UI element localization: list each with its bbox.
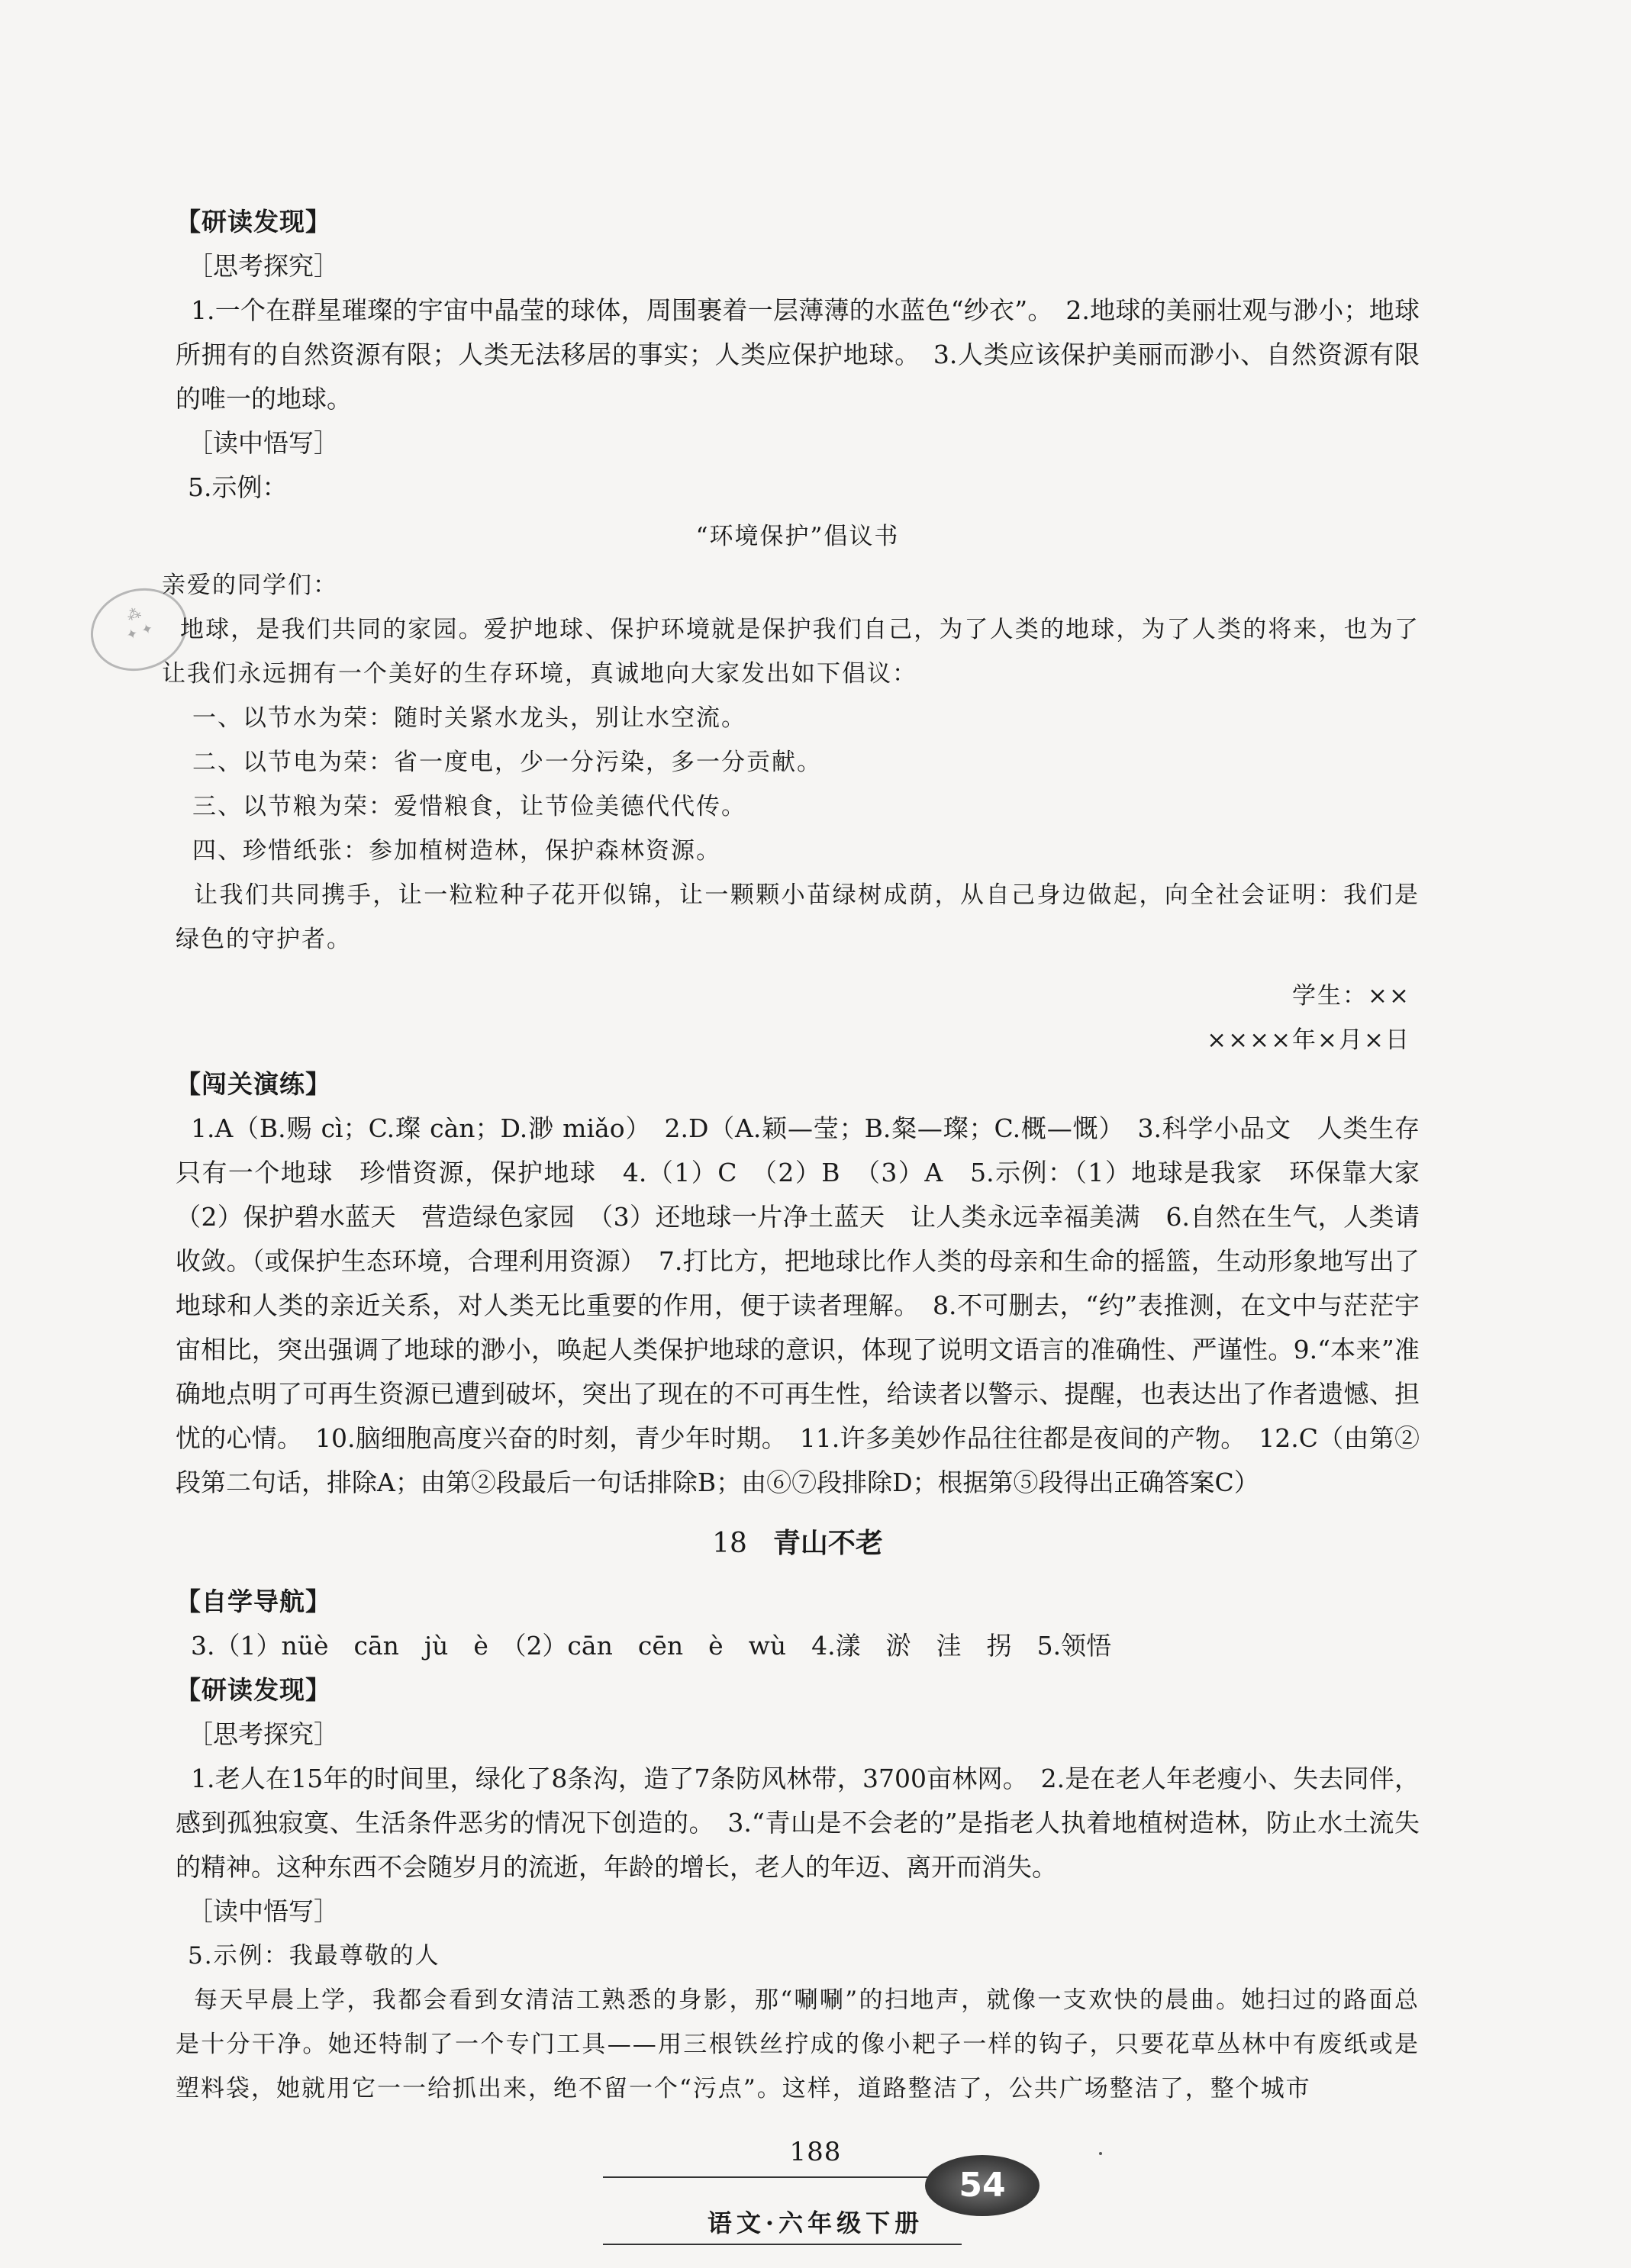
subsection-duzhong: ［读中悟写］ (188, 428, 339, 458)
letter-item: 二、以节电为荣：省一度电，少一分污染，多一分贡献。 (192, 749, 822, 776)
subject-label: 语文·六年级下册 (707, 2208, 924, 2237)
decorative-dot (1099, 2152, 1102, 2155)
letter-date: ××××年×月×日 (1207, 1026, 1410, 1054)
section-tag-yandu: 【研读发现】 (176, 207, 331, 237)
chuangguan-answers: 1.A（B.赐 cì；C.璨 càn；D.渺 miǎo） 2.D（A.颖—莹；B.粲—璨；C.概—慨） 3.科学小品文 人类生存只有一个地球 珍惜资源，保护地球 4.（1）C （2）B （3）A 5.示例：（1）地球是我家 环保靠大家 （2）保护碧水蓝天 营造绿色家园 （3）还地球一片净土蓝天 让人类永远幸福美满 6.自然在生气，人类请收敛。（或保护生态环境，合理利用资源） 7.打比方，把地球比作人类的母亲和生命的摇篮，生动形象地写出了地球和人类的亲近关系，对人类无比重要的作用，便于读者理解。 8.不可删去，“约”表推测，在文中与茫茫宇宙相比，突出强调了地球的渺小，唤起人类保护地球的意识，体现了说明文语言的准确性、严谨性。9.“本来”准确地点明了可再生资源已遭到破坏，突出了现在的不可再生性，给读者以警示、提醒，也表达出了作者遗憾、担忧的心情。 10.脑细胞高度兴奋的时刻，青少年时期。 11.许多美妙作品往往都是夜间的产物。 12.C（由第②段第二句话，排除A；由第②段最后一句话排除B；由⑥⑦段排除D；根据第⑤段得出正确答案C） (176, 1113, 1445, 1497)
answer-content (162, 200, 1445, 2111)
footer-rule-top (603, 2176, 962, 2178)
letter-closing: 让我们共同携手，让一粒粒种子花开似锦，让一颗颗小苗绿树成荫，从自己身边做起，向全社会证明：我们是绿色的守护者。 (176, 881, 1420, 953)
example-label-2: 5.示例：我最尊敬的人 (188, 1942, 440, 1970)
section-tag-zixue: 【自学导航】 (176, 1587, 331, 1616)
page-footer (0, 2137, 1631, 2237)
letter-item: 三、以节粮为荣：爱惜粮食，让节俭美德代代传。 (192, 793, 746, 820)
lesson-title: 青山不老 (772, 1528, 883, 1559)
example-label: 5.示例： (188, 472, 288, 502)
subsection-sikao: ［思考探究］ (188, 251, 339, 281)
subsection-sikao-2: ［思考探究］ (188, 1719, 339, 1749)
subsection-duzhong-2: ［读中悟写］ (188, 1896, 339, 1926)
letter-signature: 学生：×× (1292, 982, 1410, 1010)
section-tag-chuangguan: 【闯关演练】 (176, 1069, 331, 1099)
essay-text: 每天早晨上学，我都会看到女清洁工熟悉的身影，那“唰唰”的扫地声，就像一支欢快的晨曲。她扫过的路面总是十分干净。她还特制了一个专门工具——用三根铁丝拧成的像小耙子一样的钩子，只要花草丛林中有废纸或是塑料袋，她就用它一一给抓出来，绝不留一个“污点”。这样，道路整洁了，公共广场整洁了，整个城市 (176, 1986, 1420, 2102)
lesson-number: 18 (712, 1528, 747, 1559)
page-number: 188 (789, 2137, 842, 2167)
letter-item: 一、以节水为荣：随时关紧水龙头，别让水空流。 (192, 704, 746, 732)
zixue-answers: 3.（1）nüè cān jù è （2）cān cēn è wù 4.漾 淤 洼 拐 5.领悟 (191, 1631, 1112, 1661)
sikao-answers-2: 1.老人在15年的时间里，绿化了8条沟，造了7条防风林带，3700亩林网。 2.是在老人年老瘦小、失去同伴，感到孤独寂寞、生活条件恶劣的情况下创造的。 3.“青山是不会老的”是指老人执着地植树造林，防止水土流失的精神。这种东西不会随岁月的流逝，年龄的增长，老人的年迈、离开而消失。 (176, 1764, 1420, 1882)
letter-title: “环境保护”倡议书 (695, 523, 900, 550)
lesson-heading (176, 1522, 1420, 1566)
letter-item: 四、珍惜纸张：参加植树造林，保护森林资源。 (192, 837, 721, 865)
footer-rule-bottom (603, 2244, 962, 2245)
section-tag-yandu-2: 【研读发现】 (176, 1675, 331, 1705)
sikao-answers: 1.一个在群星璀璨的宇宙中晶莹的球体，周围裹着一层薄薄的水蓝色“纱衣”。 2.地球的美丽壮观与渺小；地球所拥有的自然资源有限；人类无法移居的事实；人类应保护地球。 3.人类应该保护美丽而渺小、自然资源有限的唯一的地球。 (176, 295, 1420, 414)
letter-paragraph: 地球，是我们共同的家园。爱护地球、保护环境就是保护我们自己，为了人类的地球，为了人类的将来，也为了让我们永远拥有一个美好的生存环境，真诚地向大家发出如下倡议： (162, 616, 1420, 688)
logo-badge: 54 (925, 2155, 1040, 2216)
letter-greeting: 亲爱的同学们： (162, 572, 338, 599)
watermark-stamp: ⁂ ✦ ✦ (80, 576, 198, 683)
